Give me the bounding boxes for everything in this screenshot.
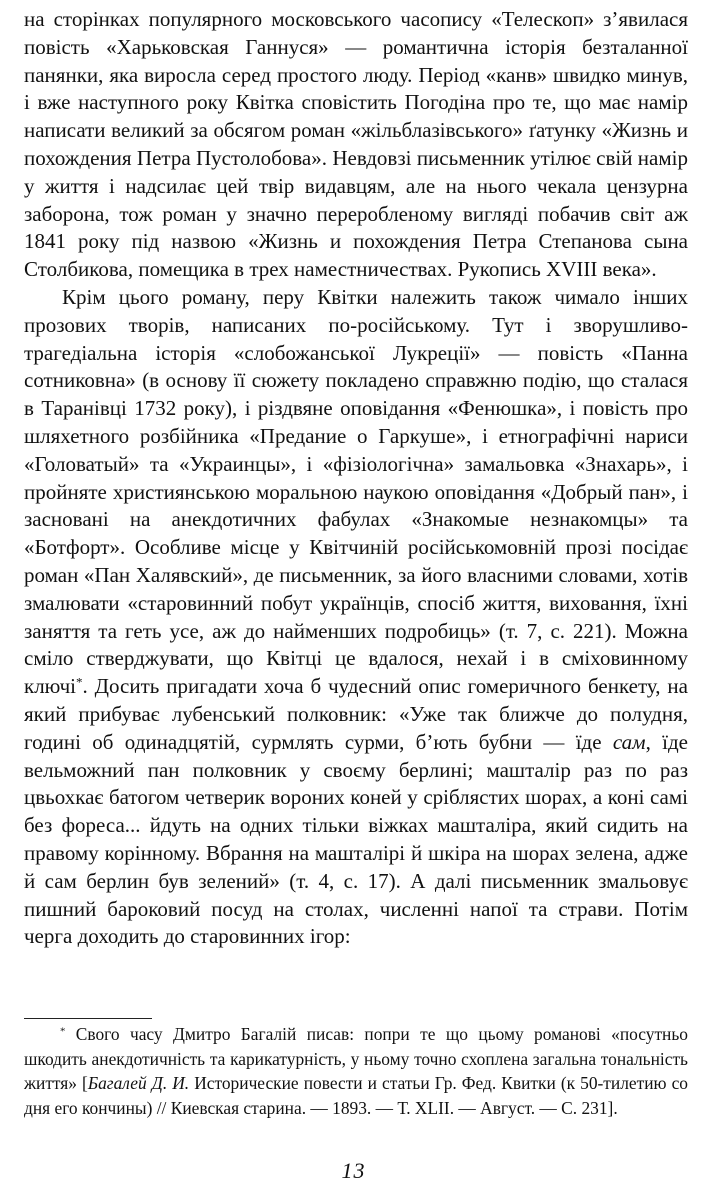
page-number: 13: [341, 1158, 366, 1183]
footnote-mark: *: [60, 1025, 66, 1038]
paragraph-2: [24, 284, 688, 951]
footnote-author: Багалей Д. И.: [87, 1073, 190, 1094]
paragraph-1: на сторінках популярного московського часопису «Телескоп» з’явилася повість «Харьковская Ганнуся» — романтична історія безталанної панянки, яка виросла серед простого люду. Період «канв» швидко минув, і вже наступного року Квітка сповістить Погодіна про те, що має намір написати великий за обсягом роман «жільблазівського» ґатунку «Жизнь и похождения Петра Пустолобова». Невдовзі письменник утілює свій намір у життя і надсилає цей твір видавцям, але на нього чекала цензурна заборона, тож роман у значно переробленому вигляді побачив світ аж 1841 року під назвою «Жизнь и похождения Петра Степанова сына Столбикова, помещика в трех наместничествах. Рукопись XVIII века».: [24, 7, 688, 282]
footnote-citation: Исторические повести и статьи Гр. Фед. Квитки (к 50-тилетию со дня его кончины) // Киевская старина. — 1893. — Т. XLII. — Август. — С. 231].: [24, 1073, 688, 1118]
paragraph-2-text: Крім цього роману, перу Квітки належить також чимало інших прозових творів, написаних по-російському. Тут і зворушливо-трагедіальна історія «слобожанської Лукреції» — повість «Панна сотниковна» (в основу її сюжету покладено справжню подію, що сталася в Таранівці 1732 року), і різдвяне оповідання «Фенюшка», і повість про шляхетного розбійника «Предание о Гаркуше», і етнографічні нариси «Головатый» та «Украинцы», і «фізіологічна» замальовка «Знахарь», і пройняте християнською моральною наукою оповідання «Добрый пан», і засновані на анекдотичних фабулах «Знакомые незнакомцы» та «Ботфорт». Особливе місце у Квітчиній російськомовній прозі посідає роман «Пан Халявский», де письменник, за його власними словами, хотів змалювати «старовинний побут українців, спосіб життя, виховання, їхні заняття та геть усе, аж до найменших подробиць» (т. 7, с. 221). Можна сміло стверджувати, що Квітці це вдалося, нехай і в сміховинному ключі: [24, 284, 688, 699]
footnote-text: Свого часу Дмитро Багалій писав: попри те що цьому романові «посутньо шкодить анекдотичність та карикатурність, у ньому точно схоплена загальна тональність життя» [: [24, 1024, 688, 1094]
paragraph-2-text-end: , їде вельможний пан полковник у своєму берлині; машталір раз по раз цвьохкає батогом четверик вороних коней у сріблястих шорах, а коні самі без фореса... йдуть на одних тільки віжках машталіра, який сидить на правому корінному. Вбрання на машталірі й шкіра на шорах зелена, адже й сам берлин був зелений» (т. 4, с. 17). А далі письменник змальовує пишний бароковий посуд на столах, численні напої та страви. Потім черга доходить до старовинних ігор:: [24, 729, 688, 949]
footnote: [24, 1022, 688, 1120]
paragraph-2-text-continued: . Досить пригадати хоча б чудесний опис гомеричного бенкету, на який прибуває лубенський полковник: «Уже так ближче до полудня, годині об одинадцятій, сурмлять сурми, б’ють бубни — їде: [24, 674, 688, 754]
main-text: [24, 6, 688, 951]
footnote-divider: [24, 1018, 152, 1019]
footnote-reference: *: [75, 674, 83, 690]
italic-word: сам: [612, 729, 646, 754]
